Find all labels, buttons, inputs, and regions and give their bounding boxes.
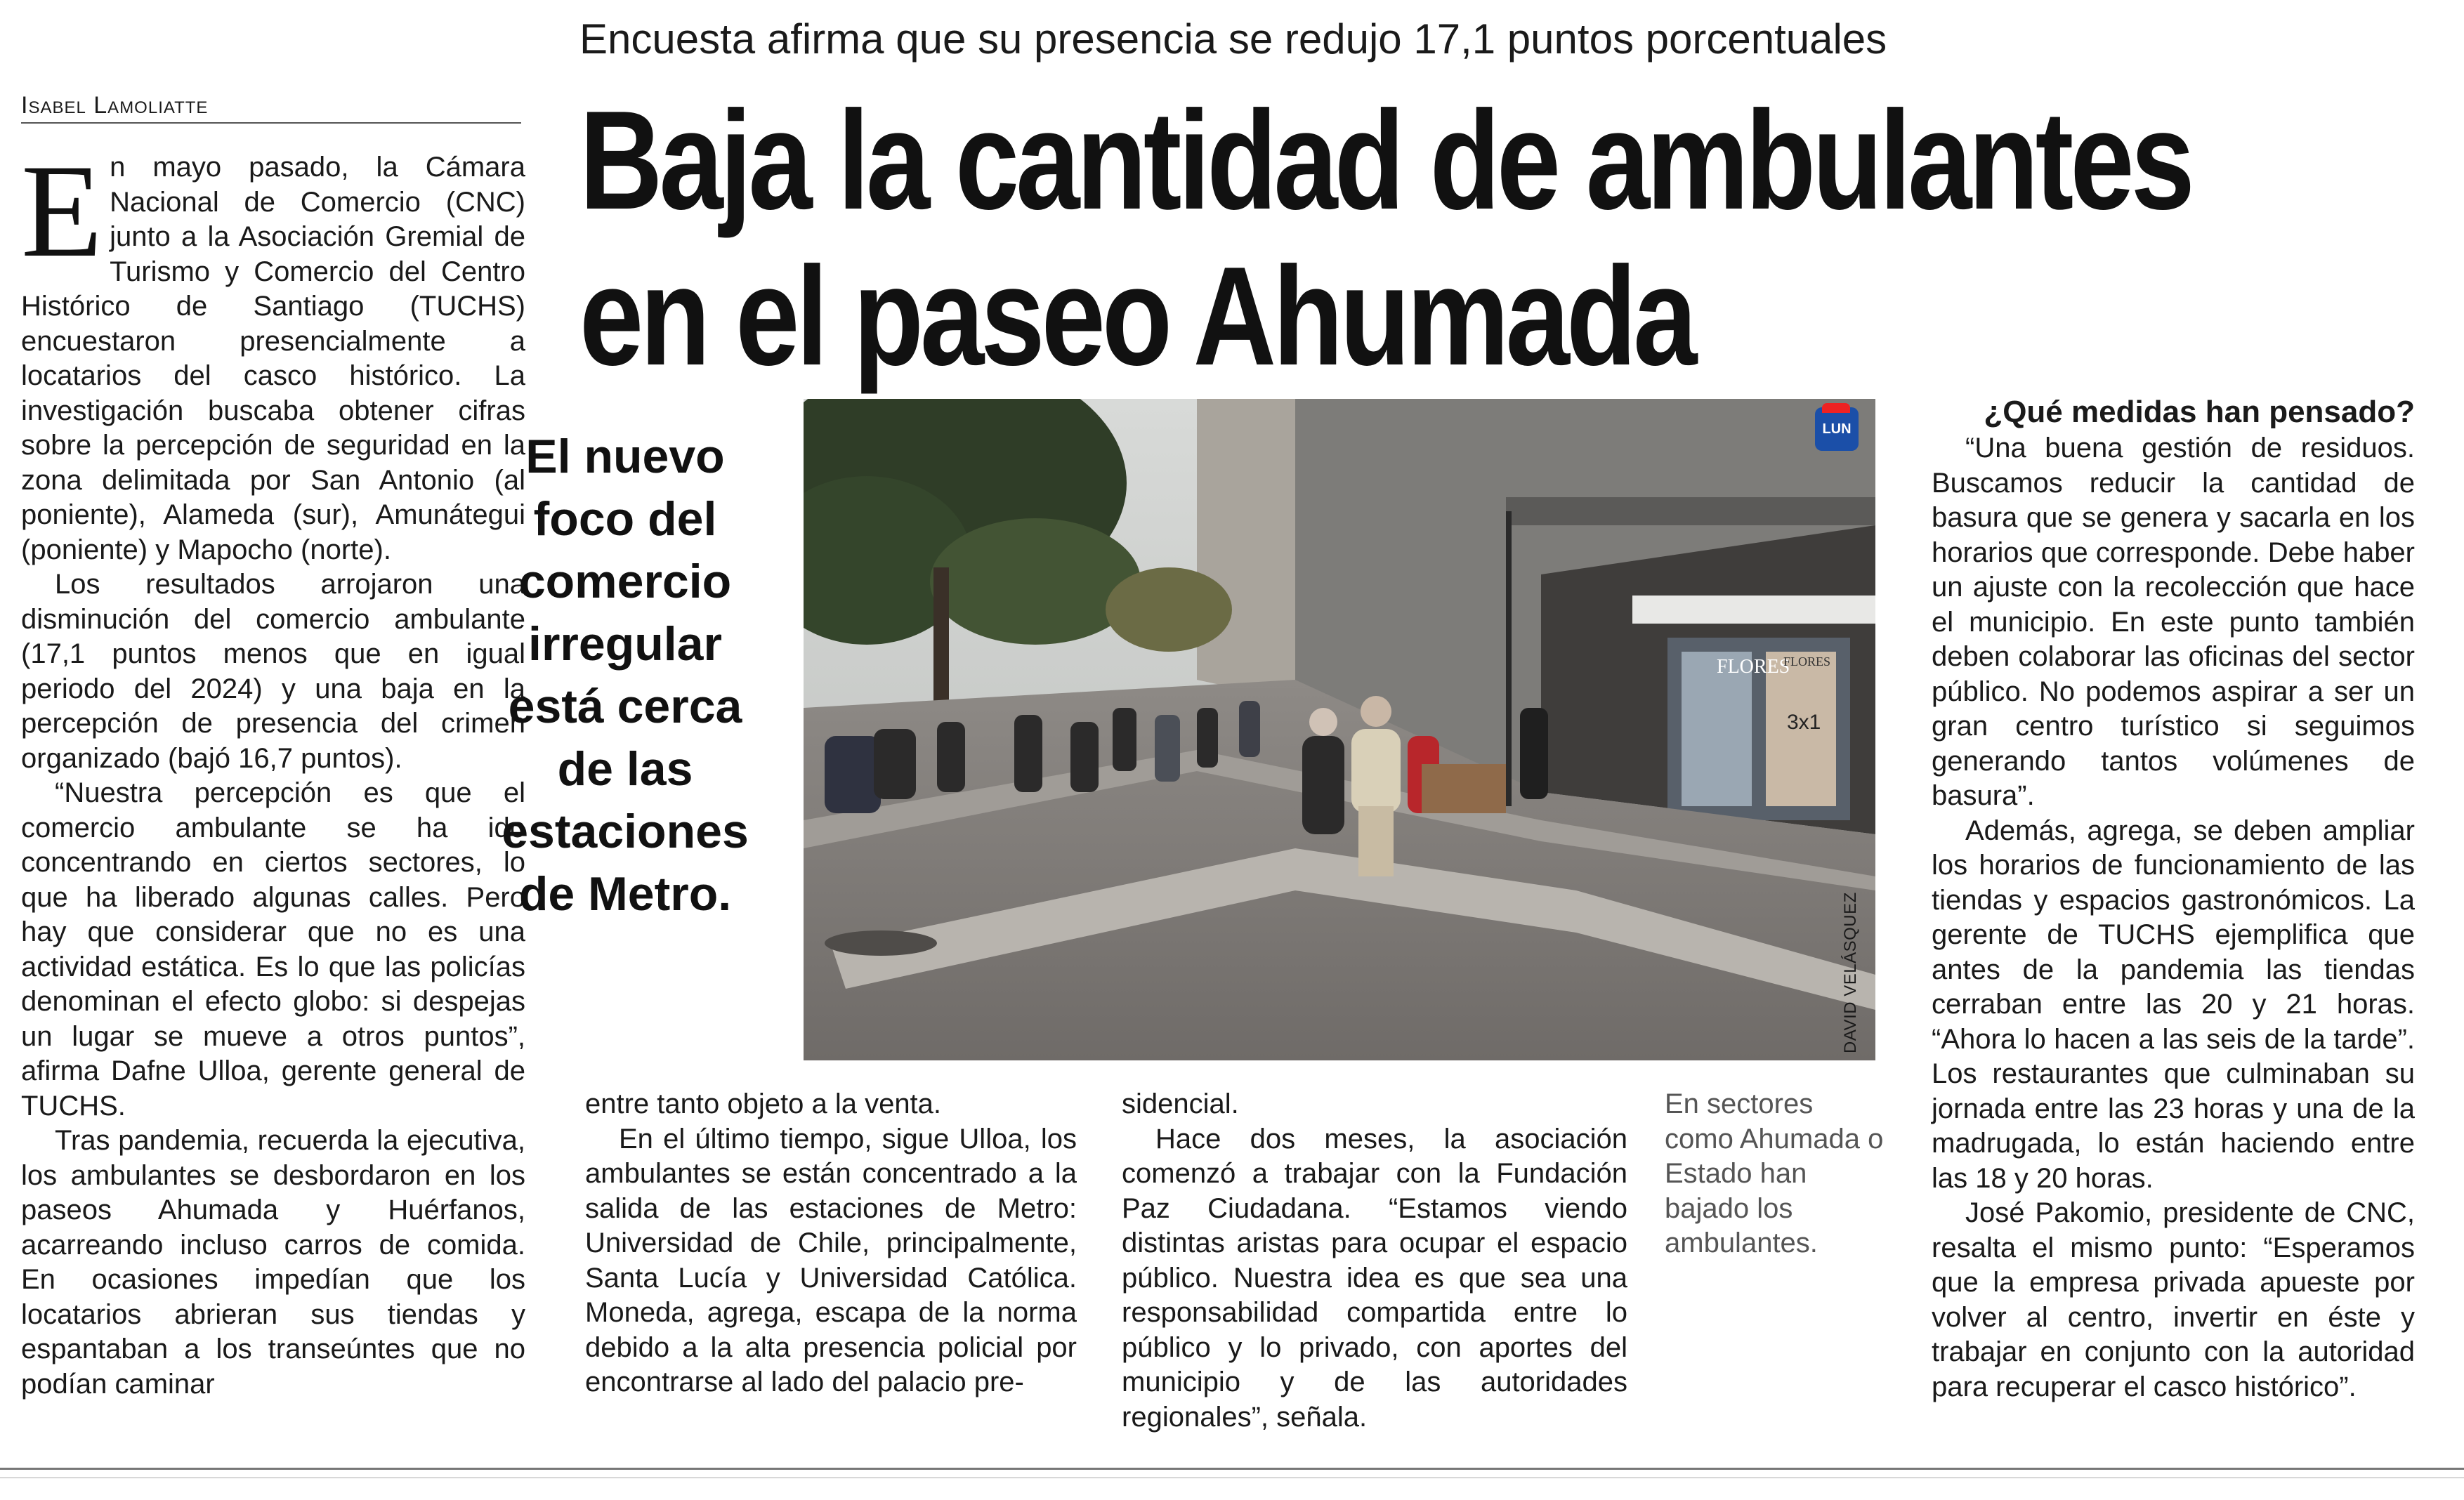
page-rule bbox=[0, 1468, 2464, 1470]
headline-line-1: Baja la cantidad de ambulantes bbox=[579, 82, 2191, 239]
pull-quote: El nuevo foco del comercio irregular está cerca de las estaciones de Metro. bbox=[502, 430, 749, 921]
paragraph: “Una buena gestión de residuos. Buscamos reducir la cantidad de basura que se genera y sacarla en los horarios que corresponde. Debe haber un ajuste con la recolección que hace el municipio. En este punto también deben colaborar las oficinas del sector público. No podemos aspirar a ser un gran centro turístico si seguimos generando tantos volúmenes de basura”. bbox=[1932, 433, 2415, 811]
photo-credit: DAVID VELÁSQUEZ bbox=[1841, 892, 1860, 1053]
headline-line-2: en el paseo Ahumada bbox=[579, 238, 1694, 395]
column-2 bbox=[585, 1087, 1077, 1400]
paragraph: José Pakomio, presidente de CNC, resalta el mismo punto: “Esperamos que la empresa privada apueste por volver al centro, invertir en éste y trabajar en conjunto con la autoridad para recuperar el casco histórico”. bbox=[1932, 1197, 2415, 1402]
paragraph: En el último tiempo, sigue Ulloa, los ambulantes se están concentrado a la salida de las estaciones de Metro: Universidad de Chile, principalmente, Santa Lucía y Universidad Católica. Moneda, agrega, escapa de la norma debido a la alta presencia policial por encontrarse al lado del palacio pre- bbox=[585, 1123, 1077, 1397]
paragraph: “Nuestra percepción es que el comercio ambulante se ha ido concentrando en ciertos sectores, lo que ha liberado algunas calles. Pero hay que considerar que no es una actividad estática. Es lo que las policías denominan el efecto globo: si despejas un lugar se mueve a otros puntos”, afirma Dafne Ulloa, gerente general de TUCHS. bbox=[21, 777, 525, 1121]
paragraph: En mayo pasado, la Cámara Nacional de Comercio (CNC) junto a la Asociación Gremial de Turismo y Comercio del Centro Histórico de Santiago (TUCHS) encuestaron presencialmente a locatarios del casco histórico. La investigación buscaba obtener cifras sobre la percepción de seguridad en la zona delimitada por San Antonio (al poniente), Alameda (sur), Amunátegui (poniente) y Mapocho (norte). bbox=[21, 138, 525, 565]
headline bbox=[579, 82, 2191, 395]
column-1 bbox=[21, 138, 525, 1402]
paragraph: Hace dos meses, la asociación comenzó a trabajar con la Fundación Paz Ciudadana. “Estamos viendo distintas aristas para ocupar el espacio público. Nuestra idea es que sea una responsabilidad compartida entre lo público y lo privado, con aportes del municipio y de las autoridades regionales”, señala. bbox=[1122, 1123, 1627, 1433]
paragraph: Tras pandemia, recuerda la ejecutiva, los ambulantes se desbordaron en los paseos Ahumada y Huérfanos, acarreando incluso carros de comida. En ocasiones impedían que los locatarios abrieran sus tiendas y espantaban a los transeúntes que no podían caminar bbox=[21, 1125, 525, 1400]
lun-logo: LUN bbox=[1815, 407, 1859, 451]
paragraph: Además, agrega, se deben ampliar los horarios de funcionamiento de las tiendas y espacios gastronómicos. La gerente de TUCHS ejemplifica que antes de la pandemia las tiendas cerraban entre las 20 y 21 horas. “Ahora lo hacen a las seis de la tarde”. Los restaurantes que culminaban su jornada entre las 23 horas y una de la madrugada, lo están haciendo entre las 18 y 20 horas. bbox=[1932, 815, 2415, 1194]
photo-caption: En sectores como Ahumada o Estado han bajado los ambulantes. bbox=[1665, 1088, 1884, 1258]
shop-sign: 3x1 bbox=[1787, 711, 1821, 734]
shop-sign: FLORES bbox=[1717, 656, 1790, 678]
byline: Isabel Lamoliatte bbox=[21, 90, 521, 124]
street-scene-illustration bbox=[804, 399, 1875, 1060]
paragraph: entre tanto objeto a la venta. bbox=[585, 1088, 942, 1119]
subhead: ¿Qué medidas han pensado? bbox=[1984, 395, 2415, 429]
article-photo bbox=[804, 399, 1875, 1060]
paragraph: sidencial. bbox=[1122, 1088, 1239, 1119]
column-3 bbox=[1122, 1087, 1627, 1435]
shop-sign: FLORES bbox=[1783, 654, 1831, 669]
drop-cap: E bbox=[21, 138, 103, 285]
kicker: Encuesta afirma que su presencia se redujo 17,1 puntos porcentuales bbox=[579, 15, 1887, 63]
column-4 bbox=[1932, 395, 2415, 1404]
paragraph: Los resultados arrojaron una disminución del comercio ambulante (17,1 puntos menos que en igual periodo del 2024) y una baja en la percepción de presencia del crimen organizado (bajó 16,7 puntos). bbox=[21, 569, 525, 774]
